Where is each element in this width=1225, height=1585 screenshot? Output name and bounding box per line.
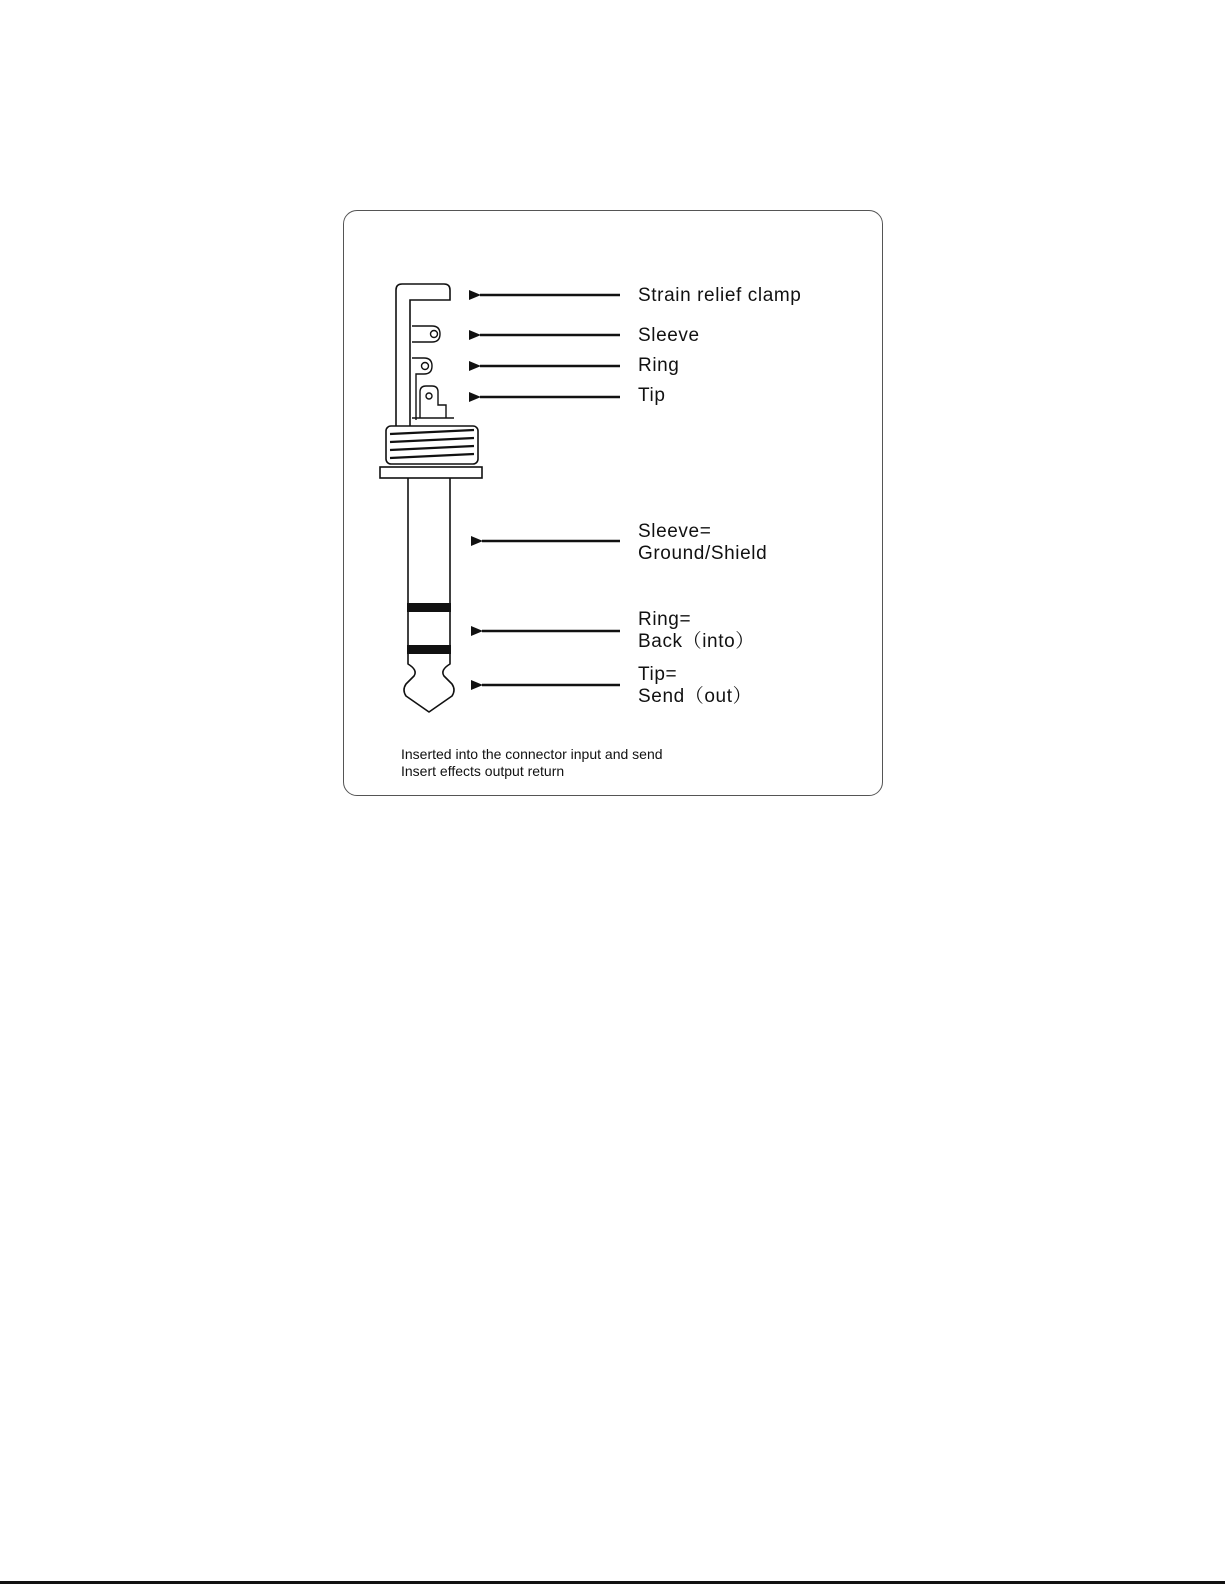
- threaded-collar: [386, 426, 478, 464]
- label-ring-back: Ring= Back（into）: [638, 609, 755, 652]
- ring-terminal-lug: [412, 358, 432, 420]
- insulator-band-upper: [407, 603, 451, 612]
- insulator-band-lower: [407, 645, 451, 654]
- tip-section: [404, 654, 454, 712]
- label-ring-terminal: Ring: [638, 355, 680, 376]
- label-tip-send: Tip= Send（out）: [638, 664, 753, 707]
- strain-relief-clamp: [396, 284, 450, 440]
- sleeve-terminal-lug: [412, 326, 440, 342]
- label-sleeve-terminal: Sleeve: [638, 325, 700, 346]
- ring-section: [408, 612, 450, 646]
- label-sleeve-ground-shield: Sleeve= Ground/Shield: [638, 521, 768, 564]
- label-tip-terminal: Tip: [638, 385, 666, 406]
- sleeve-shaft: [408, 478, 450, 606]
- mounting-washer: [380, 467, 482, 478]
- label-strain-relief-clamp: Strain relief clamp: [638, 285, 802, 306]
- page-bottom-rule: [0, 1581, 1225, 1584]
- diagram-caption: Inserted into the connector input and send Insert effects output return: [401, 746, 663, 779]
- tip-terminal-lug: [412, 386, 454, 418]
- callout-arrows: [480, 295, 620, 685]
